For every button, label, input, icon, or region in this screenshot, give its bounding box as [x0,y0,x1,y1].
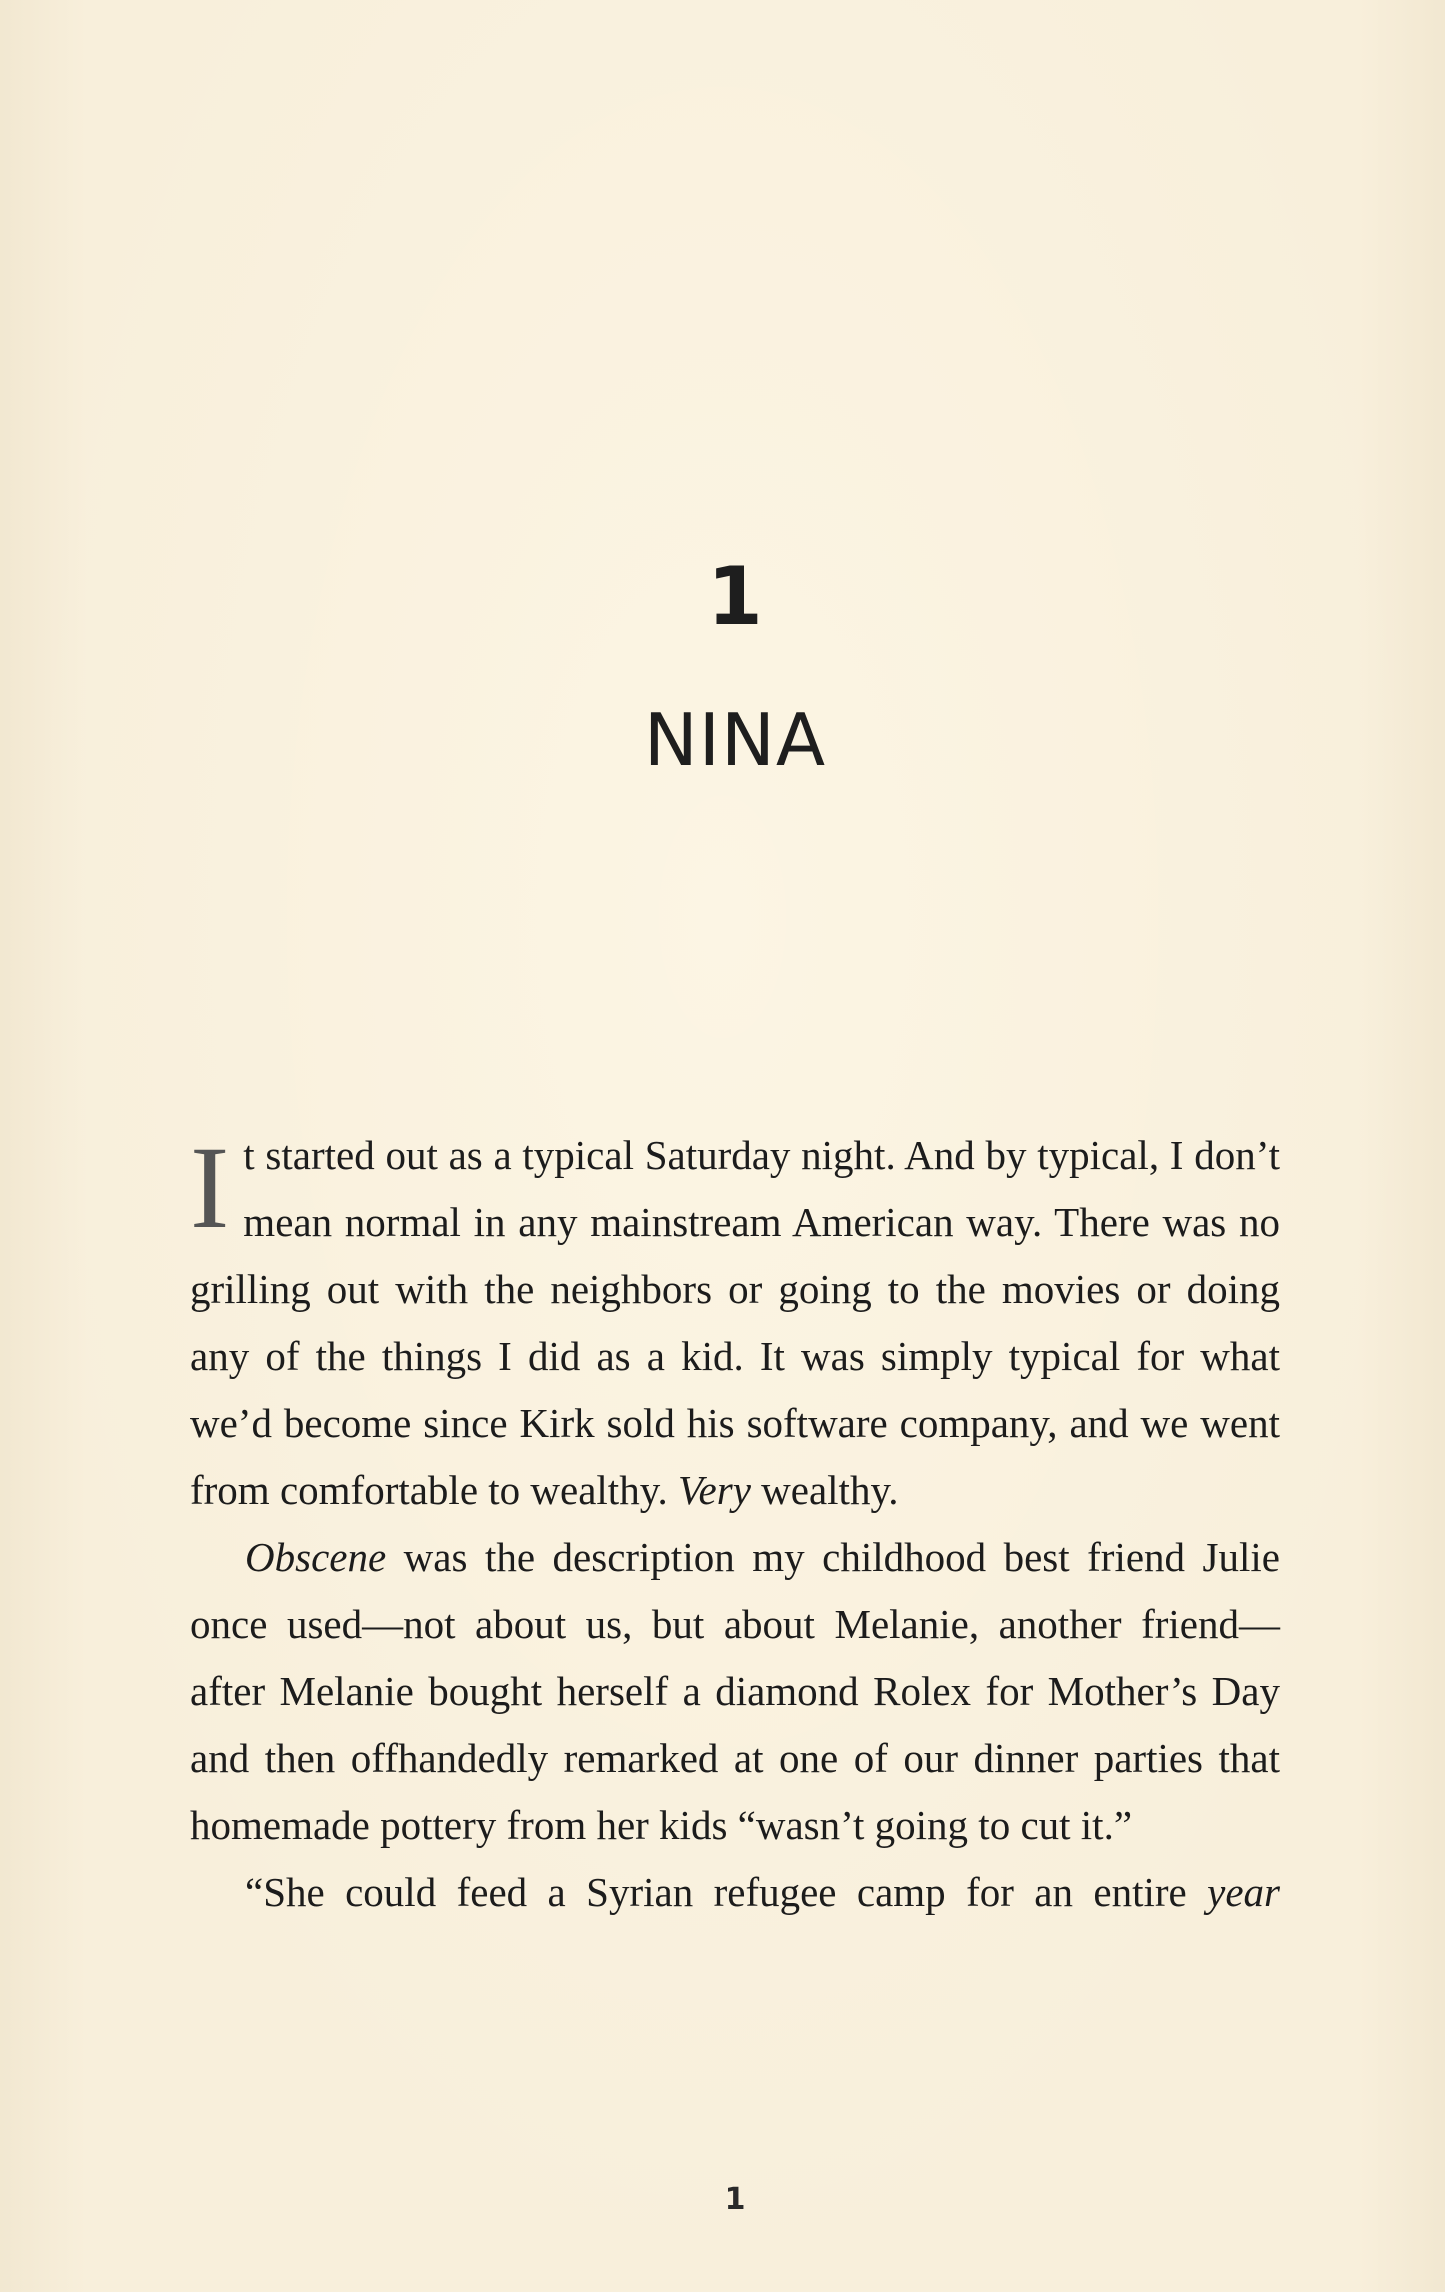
chapter-title: NINA [643,698,827,782]
body-text [190,1122,1280,1926]
paragraph-1 [190,1122,1280,1524]
paragraph-2 [190,1524,1280,1859]
paragraph-1-emphasis: Very [678,1467,751,1513]
paragraph-3 [190,1859,1280,1926]
paragraph-3-text: “She could feed a Syrian refugee camp for an entire [245,1869,1208,1915]
paragraph-3-emphasis: year [1207,1869,1280,1915]
drop-cap: I [190,1122,230,1253]
chapter-number: 1 [707,550,763,643]
paragraph-1-text: t started out as a typical Saturday night. And by typical, I don’t mean normal in any mainstream American way. There was no grilling out with the neighbors or going to the movies or doing any of the things I did as a kid. It was simply typical for what we’d become since Kirk sold his software company, and we went from comfortable to wealthy. [190,1132,1280,1513]
paragraph-1-end: wealthy. [750,1467,899,1513]
page-number: 1 [724,2182,746,2217]
paragraph-2-text: was the description my childhood best friend Julie once used—not about us, but about Melanie, another friend—after Melanie bought herself a diamond Rolex for Mother’s Day and then offhandedly remarked at one of our dinner parties that homemade pottery from her kids “wasn’t going to cut it.” [190,1534,1280,1848]
paragraph-2-emphasis: Obscene [245,1534,387,1580]
